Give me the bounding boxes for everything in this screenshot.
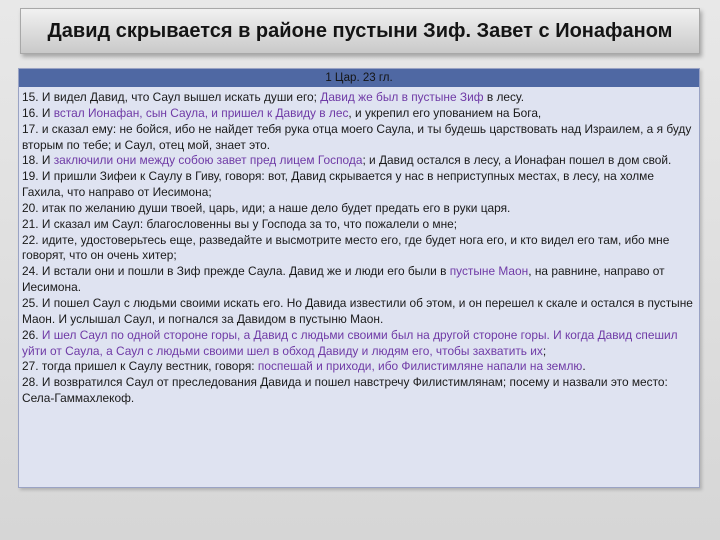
- verse-text: ;: [542, 343, 547, 358]
- verse-text: И пришли Зифеи к Саулу в Гиву, говоря: вот, Давид скрывается у нас в неприступных местах, в лесу, на холме Гахила, что направо от Иесимона;: [22, 169, 654, 200]
- verse-text: И видел Давид, что Саул вышел искать души его;: [41, 90, 321, 104]
- verse-number: 22.: [22, 232, 39, 247]
- verse-18: [22, 153, 695, 169]
- verse-text: И пошел Саул с людьми своими искать его. Но Давида известили об этом, и он перешел к скале и остался в пустыне Маон. И услышал Саул, и погнался за Давидом в пустыню Маон.: [22, 295, 693, 326]
- highlighted-text: встал Ионафан, сын Саула, и пришел к Давиду в лес: [53, 105, 349, 120]
- verse-number: 26.: [22, 327, 39, 342]
- verse-text: .: [582, 359, 586, 374]
- verse-17: [22, 122, 695, 154]
- verse-number: 20.: [22, 200, 39, 215]
- verse-24: [22, 264, 695, 296]
- verse-number: 21.: [22, 216, 39, 231]
- verse-table: [18, 68, 700, 488]
- verse-text: идите, удостоверьтесь еще, разведайте и высмотрите место его, где будет нога его, и кто видел его там, ибо мне говорят, что он очень хитер;: [22, 232, 670, 263]
- verse-text: И: [41, 105, 54, 120]
- verse-text: и сказал ему: не бойся, ибо не найдет тебя рука отца моего Саула, и ты будешь царствовать над Израилем, а я буду вторым по тебе; и Саул, отец мой, знает это.: [22, 121, 692, 152]
- table-header: [19, 69, 699, 87]
- slide-title: Давид скрывается в районе пустыни Зиф. Завет с Ионафаном: [47, 19, 673, 42]
- verse-text: , на равнине, направо от Иесимона.: [22, 264, 665, 295]
- verse-number: 15.: [22, 90, 39, 104]
- verse-number: 18.: [22, 153, 39, 168]
- highlighted-text: поспешай и приходи, ибо Филистимляне напали на землю: [257, 359, 583, 374]
- verse-text: И: [41, 153, 54, 168]
- verse-15: [22, 90, 695, 106]
- verse-number: 27.: [22, 359, 39, 374]
- highlighted-text: пустыне Маон: [449, 264, 529, 279]
- verse-19: [22, 169, 695, 201]
- verse-27: [22, 359, 695, 375]
- verse-16: [22, 106, 695, 122]
- verse-number: 28.: [22, 375, 39, 390]
- verse-26: [22, 328, 695, 360]
- highlighted-text: И шел Саул по одной стороне горы, а Давид с людьми своими был на другой стороне горы. И когда Давид спешил уйти от Саула, а Саул с людьми своими шел в обход Давиду и людям его, чтобы захватить их: [22, 327, 678, 358]
- verse-21: [22, 217, 695, 233]
- verse-number: 17.: [22, 121, 39, 136]
- verse-22: [22, 233, 695, 265]
- verse-25: [22, 296, 695, 328]
- verse-text: в лесу.: [483, 90, 524, 104]
- verse-text: И встали они и пошли в Зиф прежде Саула. Давид же и люди его были в: [41, 264, 450, 279]
- verse-text: , и укрепил его упованием на Бога,: [348, 105, 542, 120]
- verse-20: [22, 201, 695, 217]
- verse-list: [19, 87, 699, 407]
- highlighted-text: заключили они между собою завет пред лицем Господа: [53, 153, 363, 168]
- verse-text: И возвратился Саул от преследования Давида и пошел навстречу Филистимлянам; посему и назвали это место: Села-Гаммахлекоф.: [22, 375, 668, 406]
- highlighted-text: Давид же был в пустыне Зиф: [320, 90, 484, 104]
- verse-text: итак по желанию души твоей, царь, иди; а наше дело будет предать его в руки царя.: [41, 200, 511, 215]
- verse-text: И сказал им Саул: благословенны вы у Господа за то, что пожалели о мне;: [41, 216, 458, 231]
- verse-number: 16.: [22, 105, 39, 120]
- verse-text: ; и Давид остался в лесу, а Ионафан пошел в дом свой.: [362, 153, 672, 168]
- title-box: [20, 8, 700, 54]
- verse-text: тогда пришел к Саулу вестник, говоря:: [41, 359, 258, 374]
- verse-28: [22, 375, 695, 407]
- verse-number: 25.: [22, 295, 39, 310]
- verse-number: 24.: [22, 264, 39, 279]
- table-header-label: 1 Цар. 23 гл.: [325, 72, 393, 84]
- verse-number: 19.: [22, 169, 39, 184]
